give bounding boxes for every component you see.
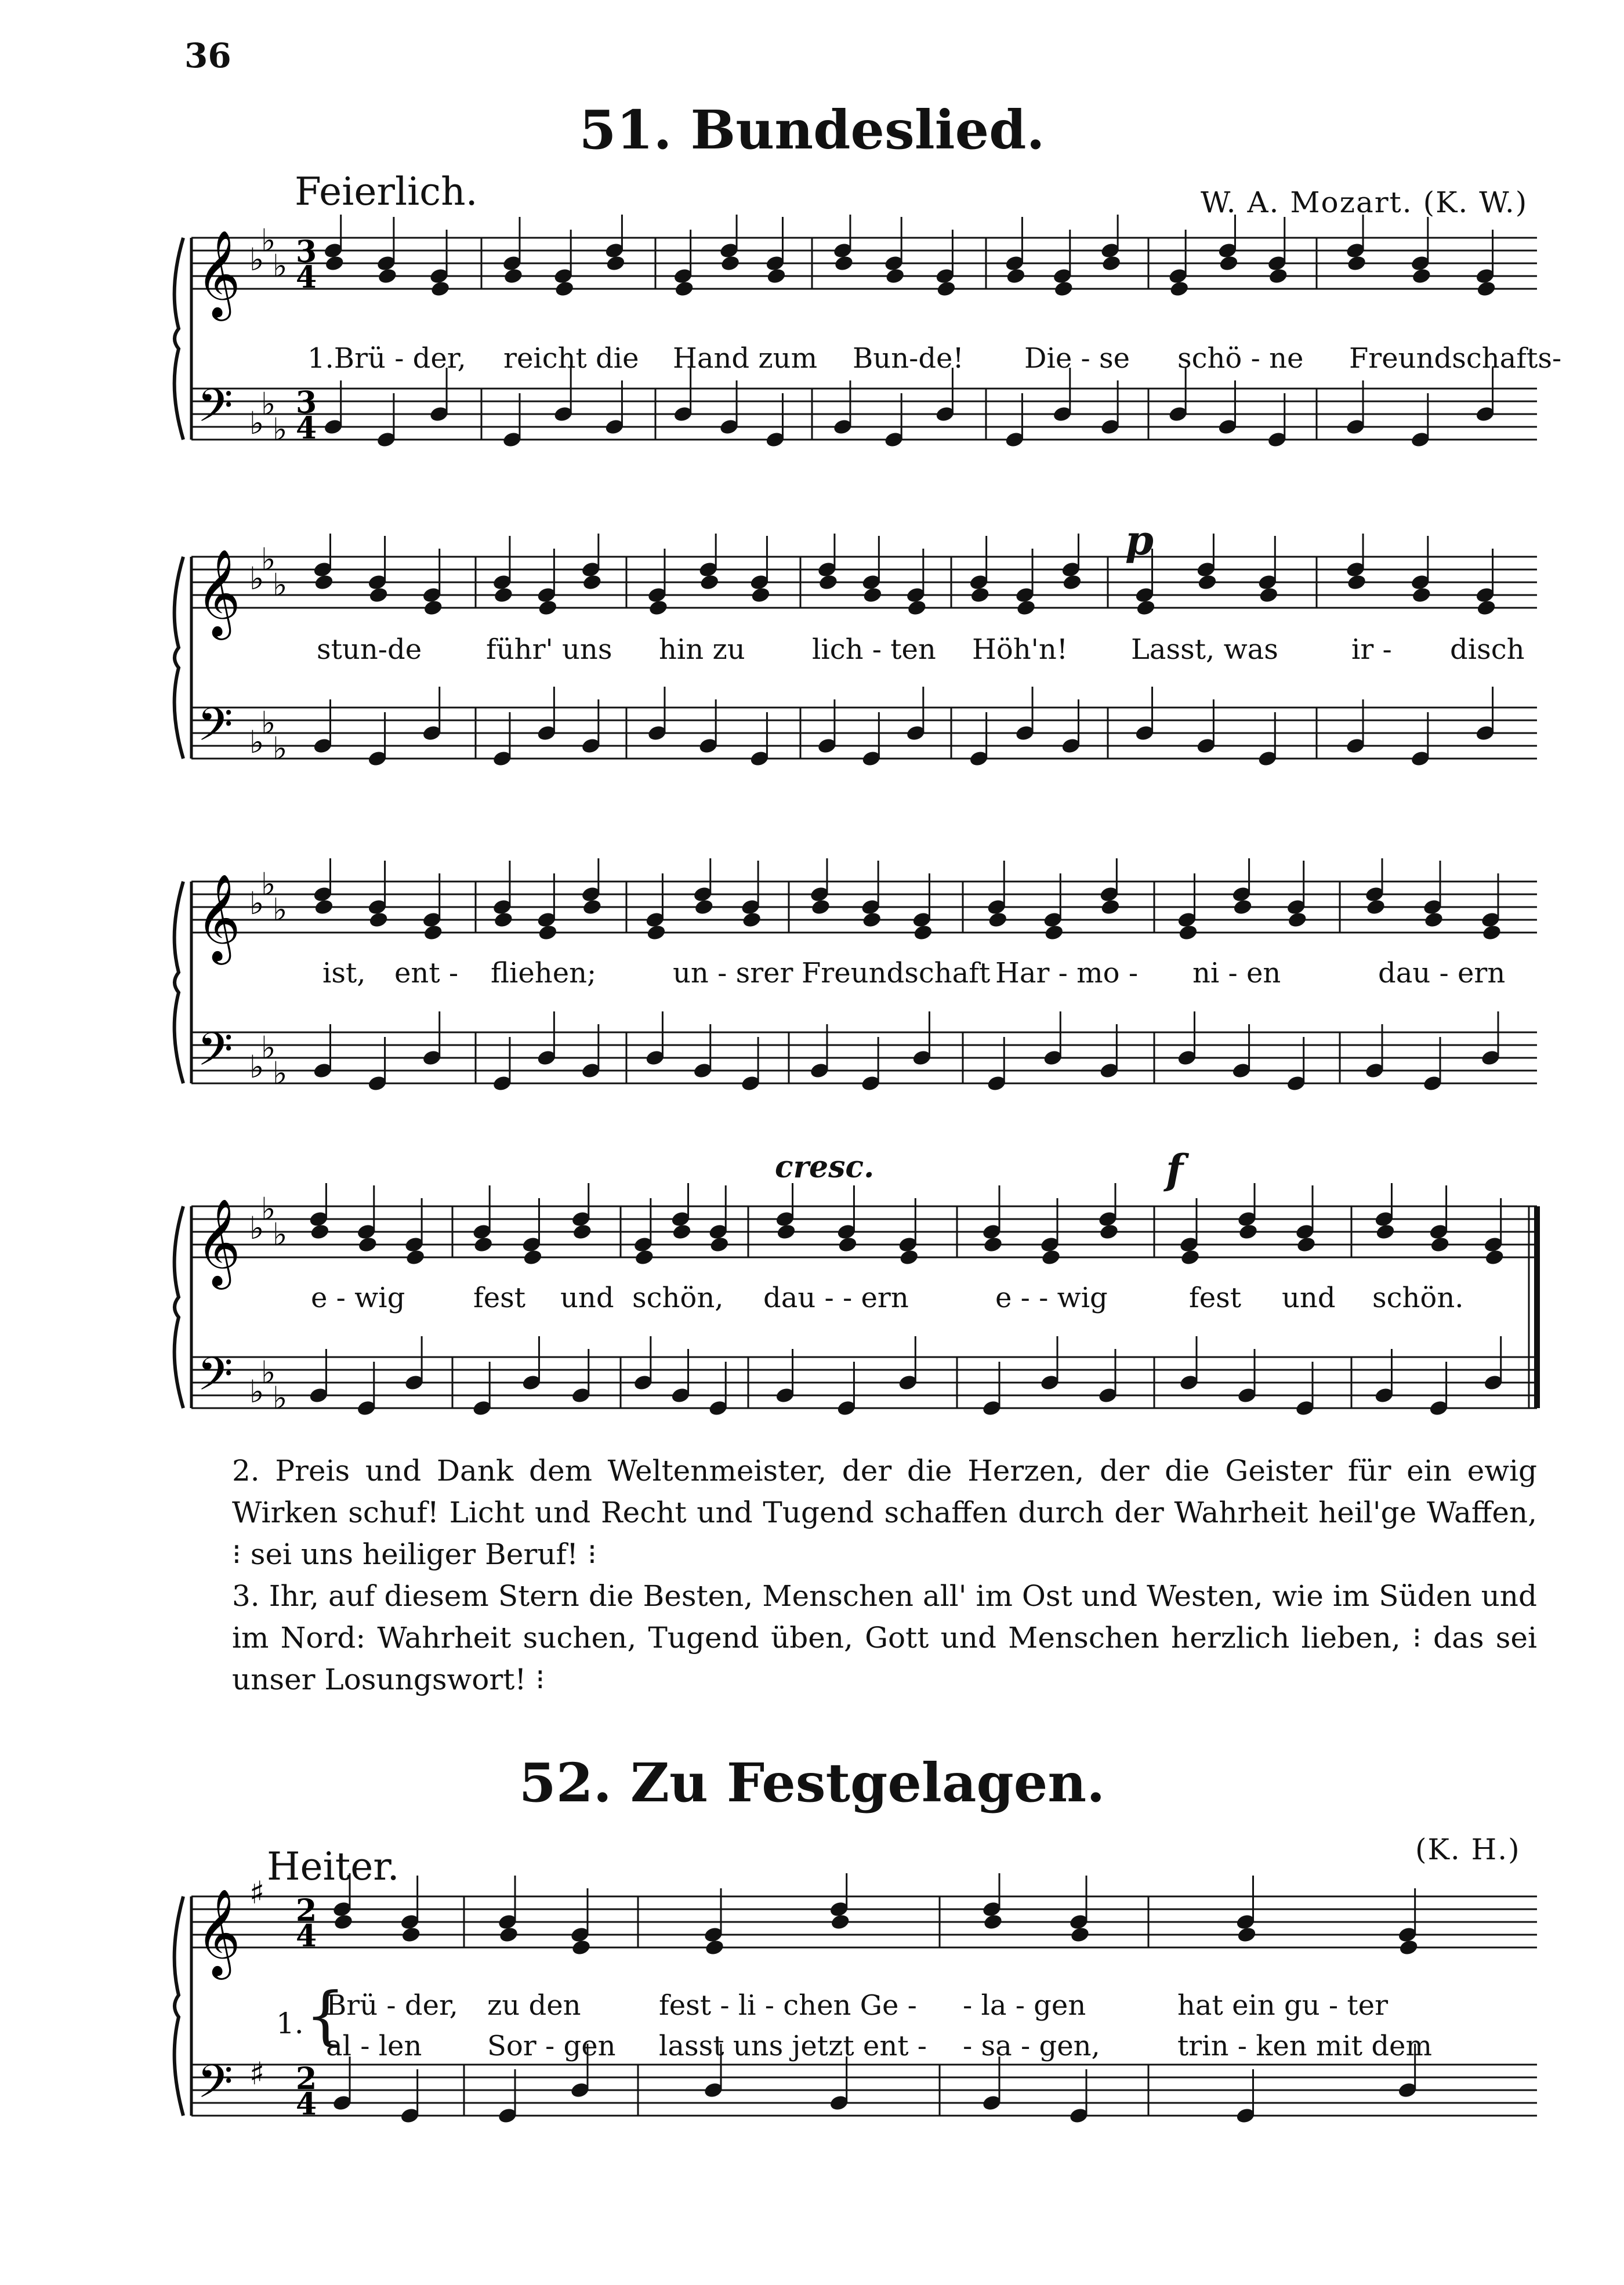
song-title-52: 52. Zu Festgelagen.	[519, 1751, 1105, 1814]
flat-icon: ♭	[273, 567, 288, 603]
flat-icon: ♭	[261, 1029, 276, 1066]
time-signature-denominator: 4	[296, 411, 317, 446]
treble-notehead	[720, 255, 741, 273]
treble-notehead	[1398, 1939, 1419, 1957]
lyric-syllable: ni - en	[1192, 957, 1281, 989]
lyric-syllable: ist,	[322, 957, 366, 989]
treble-notehead	[1365, 898, 1386, 916]
treble-notehead	[1136, 599, 1157, 617]
grand-staff-brace	[175, 557, 183, 759]
flat-icon: ♭	[273, 411, 288, 448]
treble-notehead	[1219, 255, 1239, 273]
treble-notehead	[861, 911, 882, 929]
flat-icon: ♭	[273, 1216, 288, 1253]
treble-notehead	[1232, 898, 1253, 916]
treble-notehead	[1006, 267, 1027, 285]
treble-notehead	[751, 586, 771, 604]
treble-notehead	[1101, 255, 1122, 273]
flat-icon: ♭	[249, 885, 264, 922]
treble-notehead	[357, 1236, 378, 1254]
treble-notehead	[1169, 280, 1190, 298]
lyric-syllable: e - - wig	[995, 1282, 1108, 1314]
treble-notehead	[1237, 1926, 1257, 1944]
treble-notehead	[1070, 1926, 1090, 1944]
lyric-syllable: Freundschafts-	[1349, 342, 1562, 375]
time-signature-denominator: 4	[296, 260, 317, 295]
lyric-syllable: lasst uns jetzt ent -	[659, 2030, 927, 2062]
flat-icon: ♭	[261, 386, 276, 422]
lyric-brace: {	[305, 1978, 346, 2052]
treble-notehead	[1430, 1236, 1451, 1254]
dynamic-crescendo: cresc.	[775, 1149, 875, 1185]
flat-icon: ♭	[249, 1373, 264, 1410]
treble-notehead	[646, 924, 667, 942]
treble-notehead	[862, 586, 883, 604]
treble-notehead	[377, 267, 398, 285]
lyric-syllable: und	[1282, 1282, 1336, 1314]
lyric-syllable: zu den	[487, 1989, 581, 2022]
treble-notehead	[709, 1236, 730, 1254]
bass-clef-icon: 𝄢	[197, 2055, 233, 2120]
lyric-syllable: ent -	[394, 957, 459, 989]
lyric-syllable: ir -	[1351, 633, 1392, 666]
treble-clef-icon: 𝄞	[196, 229, 241, 317]
treble-notehead	[1411, 267, 1432, 285]
treble-notehead	[324, 255, 345, 273]
treble-notehead	[907, 599, 927, 617]
treble-notehead	[571, 1939, 592, 1957]
treble-notehead	[423, 599, 444, 617]
treble-notehead	[741, 911, 762, 929]
treble-notehead	[368, 911, 389, 929]
bass-clef-icon: 𝄢	[197, 1022, 233, 1087]
treble-notehead	[970, 586, 991, 604]
treble-notehead	[1180, 1249, 1201, 1267]
treble-notehead	[314, 898, 335, 916]
treble-notehead	[776, 1223, 797, 1241]
treble-notehead	[1268, 267, 1289, 285]
treble-notehead	[1238, 1223, 1259, 1241]
grand-staff-brace	[175, 1206, 183, 1408]
lyric-syllable: Lasst, was	[1131, 633, 1278, 666]
treble-notehead	[1481, 924, 1502, 942]
lyric-syllable: hin zu	[659, 633, 745, 666]
grand-staff-brace	[175, 882, 183, 1083]
treble-notehead	[310, 1223, 331, 1241]
treble-notehead	[766, 267, 787, 285]
treble-notehead	[401, 1926, 422, 1944]
treble-notehead	[1287, 911, 1308, 929]
flat-icon: ♭	[261, 541, 276, 578]
lyric-syllable: dau - - ern	[763, 1282, 909, 1314]
flat-icon: ♭	[273, 1380, 288, 1416]
lyric-syllable: Die - se	[1024, 342, 1130, 375]
treble-notehead	[1197, 574, 1218, 592]
treble-notehead	[1099, 1223, 1119, 1241]
treble-notehead	[833, 255, 854, 273]
treble-notehead	[1258, 586, 1279, 604]
treble-notehead	[498, 1926, 519, 1944]
lyric-syllable: - la - gen	[963, 1989, 1086, 2022]
bass-clef-icon: 𝄢	[197, 379, 233, 444]
treble-notehead	[1375, 1223, 1396, 1241]
sharp-icon: ♯	[249, 2055, 265, 2092]
composer-credit-51: W. A. Mozart. (K. W.)	[1201, 186, 1528, 219]
bass-clef-icon: 𝄢	[197, 1347, 233, 1412]
treble-notehead	[983, 1913, 1003, 1931]
treble-notehead	[1053, 280, 1074, 298]
treble-notehead	[838, 1236, 858, 1254]
treble-notehead	[1178, 924, 1199, 942]
flat-icon: ♭	[273, 248, 288, 284]
lyric-syllable: Brü - der,	[326, 1989, 458, 2022]
treble-notehead	[537, 924, 558, 942]
treble-notehead	[634, 1249, 655, 1267]
treble-notehead	[810, 898, 831, 916]
treble-notehead	[818, 574, 839, 592]
treble-notehead	[314, 574, 335, 592]
lyric-syllable: trin - ken mit dem	[1177, 2030, 1432, 2062]
lyric-syllable: stun-de	[317, 633, 422, 666]
treble-notehead	[430, 280, 451, 298]
lyric-syllable: Freundschaft	[802, 957, 991, 989]
flat-icon: ♭	[261, 705, 276, 741]
treble-notehead	[503, 267, 524, 285]
treble-notehead	[694, 898, 715, 916]
lyric-syllable: Har - mo -	[995, 957, 1139, 989]
lyric-syllable: al - len	[326, 2030, 422, 2062]
treble-notehead	[987, 911, 1008, 929]
treble-notehead	[1476, 599, 1497, 617]
treble-notehead	[913, 924, 934, 942]
treble-notehead	[674, 280, 695, 298]
treble-clef-icon: 𝄞	[196, 873, 241, 961]
treble-notehead	[898, 1249, 919, 1267]
flat-icon: ♭	[261, 1191, 276, 1227]
lyric-syllable: - sa - gen,	[963, 2030, 1100, 2062]
time-signature-numerator: 3	[296, 234, 317, 270]
tempo-marking-52: Heiter.	[267, 1844, 400, 1889]
treble-clef-icon: 𝄞	[196, 548, 241, 636]
lyric-syllable: hat ein gu - ter	[1177, 1989, 1389, 2022]
lyric-syllable: reicht die	[503, 342, 639, 375]
flat-icon: ♭	[249, 241, 264, 278]
verse-2: 2. Preis und Dank dem Weltenmeister, der die Herzen, der die Geister für ein ewig Wirken schuf! Licht und Recht und Tugend schaffen durch der Wahrheit heil'ge Waffen, ⁝ sei uns heiliger Beruf! ⁝	[232, 1454, 1537, 1571]
treble-notehead	[423, 924, 444, 942]
page-number: 36	[184, 36, 231, 75]
flat-icon: ♭	[249, 560, 264, 597]
lyric-syllable: schön.	[1372, 1282, 1464, 1314]
additional-verses	[209, 1450, 1537, 1700]
verse-3: 3. Ihr, auf diesem Stern die Besten, Menschen all' im Ost und Westen, wie im Süden und im Nord: Wahrheit suchen, Tugend üben, Gott und Menschen herzlich lieben, ⁝ das sei unser Losungswort! ⁝	[232, 1579, 1537, 1696]
lyric-syllable: lich - ten	[812, 633, 936, 666]
dynamic-piano: p	[1125, 516, 1154, 564]
time-signature-numerator: 2	[296, 1893, 317, 1928]
lyric-syllable: 1.Brü - der,	[307, 342, 466, 375]
lyric-syllable: fliehen;	[491, 957, 597, 989]
treble-notehead	[1346, 255, 1367, 273]
treble-notehead	[493, 586, 514, 604]
treble-notehead	[830, 1913, 851, 1931]
lyric-syllable: un - srer	[673, 957, 793, 989]
lyric-syllable: dau - ern	[1378, 957, 1506, 989]
time-signature-denominator: 4	[296, 1918, 317, 1954]
composer-credit-52: (K. H.)	[1415, 1833, 1521, 1866]
treble-notehead	[523, 1249, 543, 1267]
grand-staff-brace	[175, 1896, 183, 2116]
flat-icon: ♭	[261, 866, 276, 902]
treble-notehead	[1346, 574, 1367, 592]
dynamic-forte: f	[1166, 1145, 1184, 1194]
treble-notehead	[1041, 1249, 1061, 1267]
flat-icon: ♭	[261, 222, 276, 259]
treble-notehead	[648, 599, 669, 617]
stanza-number: 1.	[276, 2007, 304, 2040]
lyric-syllable: Sor - gen	[487, 2030, 616, 2062]
lyric-syllable: disch	[1450, 633, 1525, 666]
flat-icon: ♭	[249, 405, 264, 441]
treble-notehead	[493, 911, 514, 929]
treble-notehead	[1411, 586, 1432, 604]
lyric-syllable: Hand zum	[673, 342, 818, 375]
time-signature-denominator: 4	[296, 2087, 317, 2122]
treble-notehead	[1043, 924, 1064, 942]
tempo-marking-51: Feierlich.	[295, 169, 478, 214]
treble-notehead	[884, 267, 905, 285]
lyric-syllable: Bun-de!	[853, 342, 964, 375]
treble-notehead	[333, 1913, 354, 1931]
treble-clef-icon: 𝄞	[196, 1888, 241, 1976]
treble-notehead	[473, 1236, 494, 1254]
bass-clef-icon: 𝄢	[197, 698, 233, 763]
treble-notehead	[704, 1939, 725, 1957]
time-signature-numerator: 2	[296, 2061, 317, 2097]
lyric-syllable: fest - li - chen Ge -	[659, 1989, 917, 2022]
treble-notehead	[606, 255, 626, 273]
treble-notehead	[1423, 911, 1444, 929]
treble-notehead	[1476, 280, 1497, 298]
flat-icon: ♭	[273, 730, 288, 767]
treble-notehead	[582, 574, 603, 592]
grand-staff-brace	[175, 238, 183, 440]
lyric-syllable: schön,	[632, 1282, 724, 1314]
flat-icon: ♭	[261, 1354, 276, 1391]
time-signature-numerator: 3	[296, 385, 317, 420]
lyric-syllable: fest	[473, 1282, 526, 1314]
flat-icon: ♭	[273, 1055, 288, 1091]
treble-notehead	[582, 898, 603, 916]
flat-icon: ♭	[273, 891, 288, 928]
treble-notehead	[1484, 1249, 1505, 1267]
flat-icon: ♭	[249, 1210, 264, 1246]
song-title-51: 51. Bundeslied.	[579, 99, 1045, 161]
treble-notehead	[699, 574, 720, 592]
sharp-icon: ♯	[249, 1874, 265, 1911]
treble-notehead	[1062, 574, 1083, 592]
treble-notehead	[572, 1223, 593, 1241]
treble-clef-icon: 𝄞	[196, 1198, 241, 1286]
treble-notehead	[1100, 898, 1121, 916]
treble-notehead	[1296, 1236, 1317, 1254]
treble-notehead	[1016, 599, 1036, 617]
treble-notehead	[936, 280, 957, 298]
lyric-syllable: e - wig	[311, 1282, 405, 1314]
lyric-syllable: schö - ne	[1177, 342, 1304, 375]
lyric-syllable: Höh'n!	[972, 633, 1068, 666]
treble-notehead	[368, 586, 389, 604]
lyric-syllable: führ' uns	[486, 633, 612, 666]
lyric-syllable: fest	[1189, 1282, 1242, 1314]
treble-notehead	[983, 1236, 1003, 1254]
treble-notehead	[672, 1223, 693, 1241]
lyric-syllable: und	[560, 1282, 614, 1314]
treble-notehead	[554, 280, 575, 298]
flat-icon: ♭	[249, 1049, 264, 1085]
treble-notehead	[405, 1249, 426, 1267]
treble-notehead	[537, 599, 558, 617]
flat-icon: ♭	[249, 724, 264, 760]
